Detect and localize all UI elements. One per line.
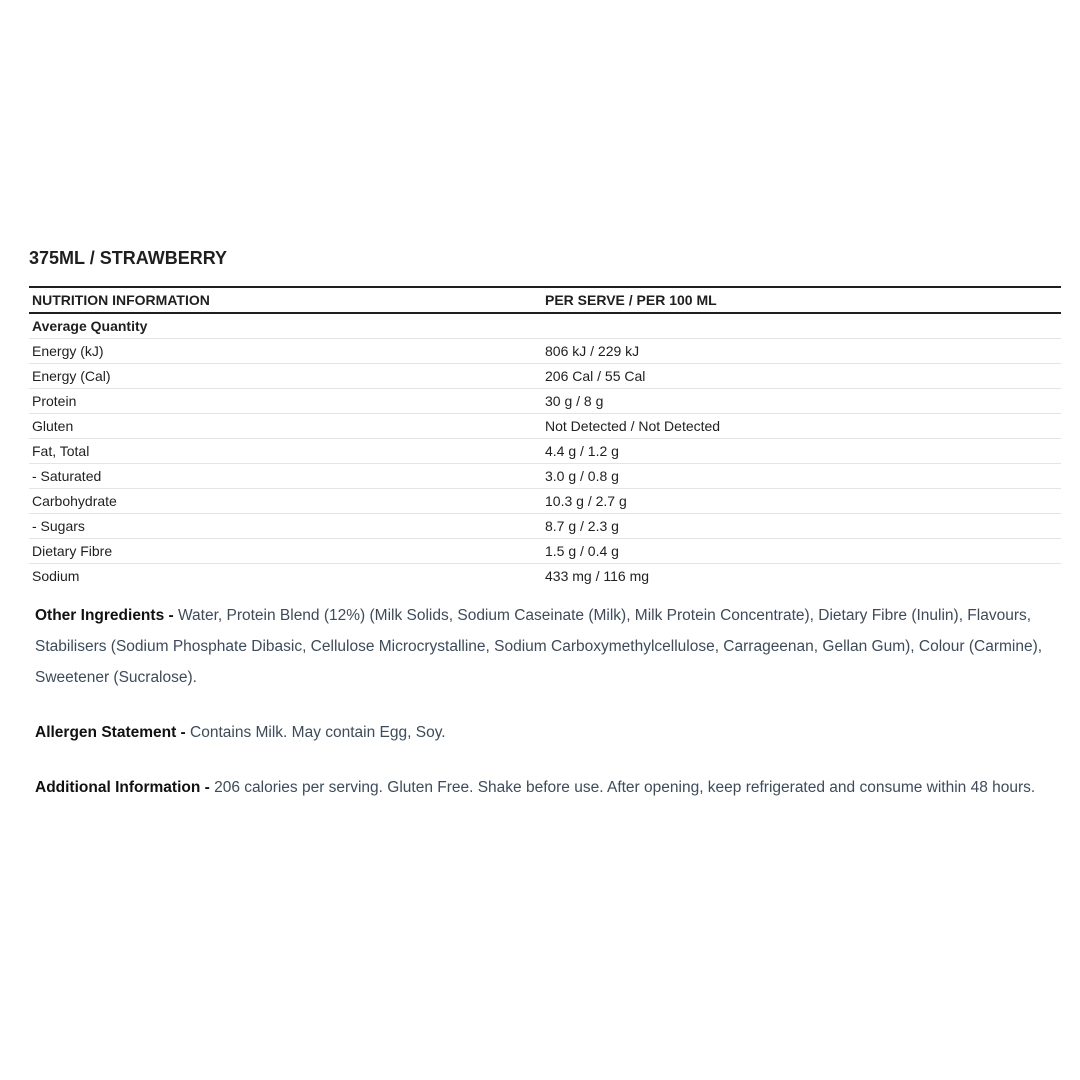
row-value: 10.3 g / 2.7 g: [542, 489, 1061, 514]
product-info: [35, 600, 1055, 803]
table-header-row: [29, 287, 1061, 313]
additional-information-text: 206 calories per serving. Gluten Free. Shake before use. After opening, keep refrigerated and consume within 48 hours.: [214, 779, 1036, 796]
other-ingredients-text: Water, Protein Blend (12%) (Milk Solids, Sodium Caseinate (Milk), Milk Protein Concentrate), Dietary Fibre (Inulin), Flavours, Stabilisers (Sodium Phosphate Dibasic, Cellulose Microcrystalline, Sodium Carboxymethylcellulose, Carrageenan, Gellan Gum), Colour (Carmine), Sweetener (Sucralose).: [35, 607, 1043, 686]
row-value: 30 g / 8 g: [542, 389, 1061, 414]
table-row: [29, 464, 1061, 489]
row-label: Carbohydrate: [29, 489, 542, 514]
row-label: - Saturated: [29, 464, 542, 489]
table-row: [29, 389, 1061, 414]
other-ingredients: [35, 600, 1055, 693]
additional-information: [35, 772, 1055, 803]
table-row: [29, 439, 1061, 464]
row-value: 3.0 g / 0.8 g: [542, 464, 1061, 489]
table-row: [29, 339, 1061, 364]
row-value: 1.5 g / 0.4 g: [542, 539, 1061, 564]
row-label: Sodium: [32, 568, 80, 584]
nutrition-panel: [29, 244, 1061, 803]
header-nutrition-information: NUTRITION INFORMATION: [32, 292, 210, 308]
row-value: 806 kJ / 229 kJ: [542, 339, 1061, 364]
row-value: 8.7 g / 2.3 g: [542, 514, 1061, 539]
row-value: 4.4 g / 1.2 g: [542, 439, 1061, 464]
row-label: - Sugars: [29, 514, 542, 539]
header-per-serve: PER SERVE / PER 100 ML: [545, 292, 717, 308]
table-row: [29, 539, 1061, 564]
table-cell: [542, 313, 1061, 339]
additional-information-label: Additional Information -: [35, 779, 215, 796]
table-row: [29, 564, 1061, 589]
row-value: Not Detected / Not Detected: [542, 414, 1061, 439]
table-row: [29, 414, 1061, 439]
product-title: 375ML / STRAWBERRY: [29, 248, 228, 268]
table-row: [29, 364, 1061, 389]
row-label: Energy (Cal): [29, 364, 542, 389]
other-ingredients-label: Other Ingredients -: [35, 607, 178, 624]
row-label: Gluten: [29, 414, 542, 439]
allergen-statement-label: Allergen Statement -: [35, 724, 191, 741]
row-label: Energy (kJ): [29, 339, 542, 364]
nutrition-table: [29, 286, 1061, 588]
row-value: 206 Cal / 55 Cal: [542, 364, 1061, 389]
row-value: 433 mg / 116 mg: [545, 568, 650, 584]
row-label: Protein: [29, 389, 542, 414]
allergen-statement-text: Contains Milk. May contain Egg, Soy.: [190, 724, 446, 741]
row-label: Fat, Total: [29, 439, 542, 464]
table-row: [29, 514, 1061, 539]
allergen-statement: [35, 717, 1055, 748]
table-subheader-row: [29, 313, 1061, 339]
row-label: Dietary Fibre: [29, 539, 542, 564]
average-quantity-label: Average Quantity: [29, 313, 542, 339]
table-row: [29, 489, 1061, 514]
